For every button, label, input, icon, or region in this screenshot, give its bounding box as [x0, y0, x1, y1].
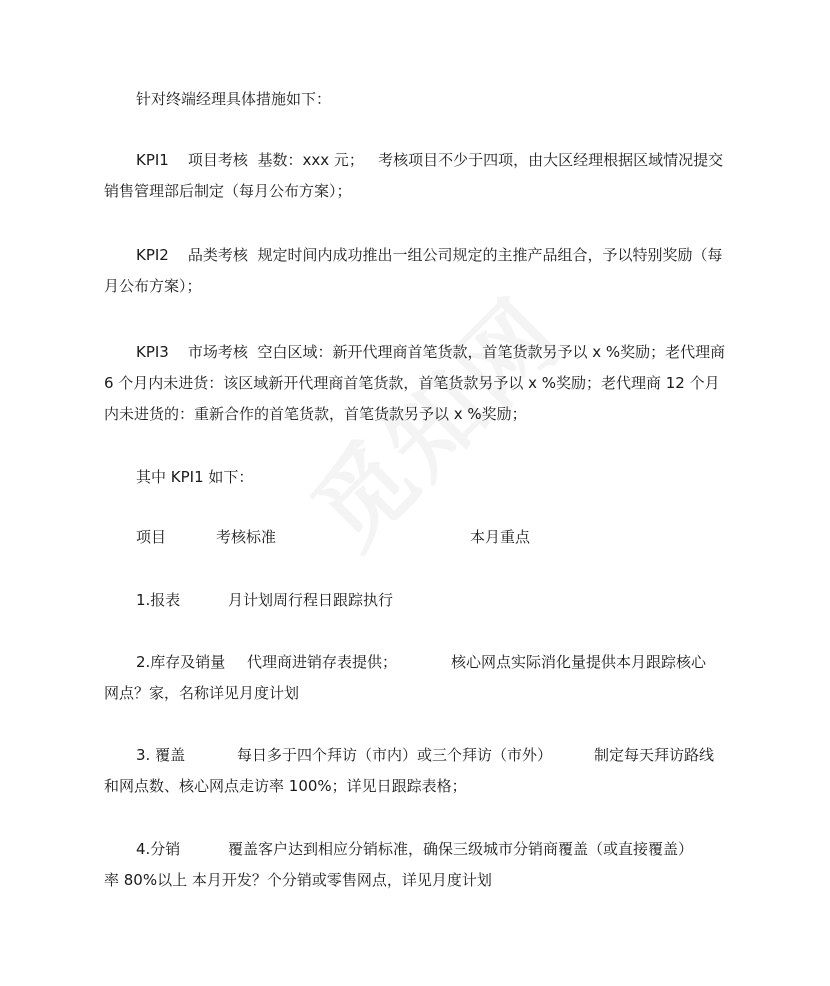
row-standard: 每日多于四个拜访（市内）或三个拜访（市外） [237, 746, 553, 764]
kpi3-paragraph: KPI3 市场考核 空白区域：新开代理商首笔货款，首笔货款另予以 x %奖励；老代理商 6 个月内未进货：该区域新开代理商首笔货款，首笔货款另予以 x %奖励；老代理商 12 个月内未进货的：重新合作的首笔货款，首笔货款另予以 x %奖励； [104, 343, 730, 423]
row-continuation: 率 80%以上 本月开发？个分销或零售网点，详见月度计划 [104, 871, 492, 889]
row-standard: 代理商进销存表提供； [247, 653, 398, 671]
row-focus: 制定每天拜访路线 [594, 746, 715, 764]
row-standard: 覆盖客户达到相应分销标准，确保三级城市分销商覆盖（或直接覆盖） [228, 840, 694, 858]
row-continuation: 和网点数、核心网点走访率 100%；详见日跟踪表格； [104, 777, 467, 795]
kpi1-heading: 其中 KPI1 如下： [136, 468, 254, 486]
row-continuation: 网点？家，名称详见月度计划 [104, 684, 300, 702]
row-standard: 月计划周行程日跟踪执行 [228, 591, 394, 609]
header-item: 项目 [136, 528, 167, 546]
row-item: 4.分销 [136, 840, 181, 858]
kpi1-paragraph: KPI1 项目考核 基数：xxx 元； 考核项目不少于四项，由大区经理根据区域情况提交销售管理部后制定（每月公布方案）； [104, 151, 724, 200]
row-item: 2.库存及销量 [136, 653, 226, 671]
intro-text: 针对终端经理具体措施如下： [136, 90, 332, 108]
row-item: 3. 覆盖 [136, 746, 186, 764]
row-item: 1.报表 [136, 591, 181, 609]
header-focus: 本月重点 [470, 528, 531, 546]
kpi2-paragraph: KPI2 品类考核 规定时间内成功推出一组公司规定的主推产品组合，予以特别奖励（每月公布方案）； [104, 246, 723, 295]
header-standard: 考核标准 [216, 528, 277, 546]
row-focus: 核心网点实际消化量提供本月跟踪核心 [451, 653, 707, 671]
